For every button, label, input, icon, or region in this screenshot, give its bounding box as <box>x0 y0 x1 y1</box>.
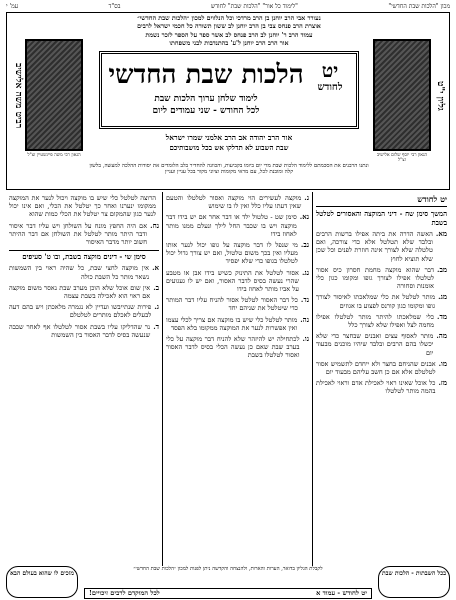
halacha-paragraph <box>166 241 309 266</box>
paragraph-text: אין שום אוכל שלא הוכן מערב שבת נאסר משום מוקצה אם ראוי הוא לאכילה בשבת עצמה <box>9 283 151 301</box>
daily-number <box>310 60 350 94</box>
halacha-paragraph <box>9 323 159 339</box>
logo-right: בכל השבתות - הלכות שבת <box>378 566 450 598</box>
publication-subtitle: לימוד שלחן ערוך הלכות שבת <box>154 94 258 104</box>
column-middle <box>162 192 312 566</box>
footer-bar <box>84 588 372 599</box>
paragraph-number: ב. <box>153 282 159 292</box>
issue-vertical-label: גליון י"ט <box>435 81 445 111</box>
halacha-paragraph <box>166 335 309 360</box>
rabbi-portrait-left <box>25 39 83 151</box>
column-left <box>6 192 162 566</box>
halacha-paragraph <box>9 222 159 247</box>
halacha-paragraph <box>166 296 309 312</box>
paragraph-number: נח. <box>150 220 159 230</box>
publication-subtitle-2: לכל החודש - שני עמודים ליום <box>152 106 260 116</box>
halacha-paragraph <box>316 313 447 329</box>
paragraph-text: מותר לאסוף עצים ואבנים שבחצר כדי שלא יכשלו בהם הרבים ובלבד שיהיו מוכנים מבעוד יום <box>316 332 434 357</box>
portrait-caption-left: הגאון רבי משה פיינשטיין זצ"ל <box>27 153 81 158</box>
column-subheading: המשך סימן שח - דיני המוקצה והאסורים לטלטל בשבת <box>316 210 447 227</box>
paragraph-text: הרוצה לטלטל כלי שיש בו מוקצה ויכול לנער את המוקצה ממקומו ינערנו ואחר כך יטלטל את הכלי, ואם אינו יכול לנער כגון שהמקום צר יטלטל את הכלי כמות שהוא <box>9 194 156 219</box>
paragraph-number: נב. <box>300 240 309 250</box>
footer-page-label: יט לחודש - עמוד א <box>316 589 367 597</box>
daily-number-value: יט <box>321 60 339 82</box>
paragraph-number: נג. <box>301 267 309 277</box>
portrait-caption-right: הגאון רבי יוסף שלום אלישיב זצ"ל <box>376 153 428 164</box>
top-band <box>6 2 450 12</box>
daily-number-label: לחודש <box>317 82 343 93</box>
text-columns <box>6 192 450 566</box>
vertical-name-label: רביט משה אלישיב <box>13 63 23 129</box>
halacha-paragraph <box>9 194 159 219</box>
masthead-note: ונתנו הרבנים את הסכמתם ללימוד הלכות שבת מדי יום ביומו בקביעות, והכוונה להחדיר בלב הלומדים את יסודות ההלכה למעשה, בלשון קלה ומובנת לכל, עם מראי מקומות וציוני מקור בכל עניין ועניין <box>89 163 369 176</box>
column-right <box>312 192 450 566</box>
paragraph-text: סימן שט - טלטול ילד או דבר אחר אם יש בידו דבר מוקצה ויש בו שכבר החל לילך ונעלם ממנו מותר לאחוז בידו <box>166 213 297 238</box>
halacha-paragraph <box>9 284 159 300</box>
paragraph-text: אין מוקצה לחצי שבת, כל שהיה ראוי בין השמשות נשאר מותר כל השבת כולה <box>9 264 150 281</box>
logo-left: מזכים לו שהוא בעולם הבא <box>6 566 78 598</box>
masthead <box>6 12 450 190</box>
paragraph-number: מג. <box>438 292 447 302</box>
title-box <box>99 51 359 129</box>
paragraph-text: נר שהדליקו עליו בשבת אסור לטלטלו אף לאחר שכבה שנעשה בסיס לדבר האסור בין השמשות <box>9 322 151 339</box>
column-heading: יט לחודש <box>316 194 447 207</box>
paragraph-text: מוקצה לעשירים הוי מוקצה ואסור לטלטלו והטעם שאין דעתו עליו כלל ואין לו בו שימוש <box>166 194 302 211</box>
dedication-line: עמוד הרב ר' יוחנן לב הרב פנחס לב אשר ספר על הספר לזכר נשמת <box>145 31 313 39</box>
halacha-paragraph <box>316 266 447 291</box>
paragraph-number: מה. <box>436 331 447 341</box>
section-title: סימן שי - דינים מוקצה בשבת, ובו ט' סעיפים <box>9 250 159 261</box>
masthead-dedication-lines <box>87 15 371 48</box>
dedication-line: נעורר אבי הרב יוחנן בן הרב מרדכי וכל הנלווים למכון ״הלכות שבת החדשי״ <box>137 15 321 22</box>
halacha-paragraph <box>9 264 159 280</box>
paragraph-number: א. <box>152 263 159 273</box>
paragraph-text: האשה הדרה את ביתה אפילו ברשות הרבים ובלבד שלא תטלטל אלא כדי צורכה, ואם טלטלה שלא לצורך אינה חוזרת לפנים וכל שכן שלא תוציא לחוץ <box>316 230 433 263</box>
paragraph-text: מותר לטלטל כלי שיש בו מוקצה אם צריך לכלי עצמו ואין אפשרות לנער את המוקצה ממקומו בלא הפסד <box>166 315 298 332</box>
paragraph-number: מז. <box>438 378 447 388</box>
rabbi-portrait-right <box>373 39 431 151</box>
paragraph-text: דבר שהוא מוקצה מחמת חסרון כיס אסור לטלטלו אפילו לצורך גופו ומקומו כגון כלי אומנות וסחורה <box>316 265 435 291</box>
dedication-line: אור הרב הרב יוחנן ל'ע' בהתנדבות לבני משפחתו <box>169 39 289 47</box>
dedication-line: אוצרת הרב פנחס צבי בן הרב יוחנן לב ששון תשורה כל חכמי ישראל לרבים <box>137 23 321 31</box>
paragraph-text: כלי שמלאכתו להיתר מותר לטלטלו אפילו מחמה לצל ואפילו שלא לצורך כלל <box>316 312 435 330</box>
halacha-paragraph <box>166 316 309 332</box>
top-band-far-left: עמ' י <box>6 3 19 10</box>
halacha-paragraph <box>166 213 309 238</box>
paragraph-number: ד. <box>153 321 159 331</box>
editor-line-2: שבת השבוע לא תדלקו אש בכל מושבותיכם <box>169 143 289 152</box>
paragraph-number: נה. <box>300 314 309 324</box>
paragraph-number: מד. <box>437 311 447 321</box>
paragraph-text: פירות שנתייבשו ועדיין לא נגמרה מלאכתן ויש בהם דעה לבעלים לאכלם מותרים לטלטלם <box>9 303 152 320</box>
paragraph-number: נו. <box>302 334 309 344</box>
footer-note: לקבלת הגליון בדואר, הערות והארות, ולהנצחה והקדשה ניתן לפנות למכון ״הלכות שבת החדשי״ <box>133 566 323 572</box>
paragraph-text: לכתחילה יש להיזהר שלא להניח דבר מוקצה על כלי בערב שבת שאם כן נעשה הכלי בסיס לדבר האסור ואסור לטלטלו בשבת <box>166 335 300 360</box>
top-band-center: "לימוד כל אור" "הלכות שבת" לחודש <box>210 3 298 10</box>
paragraph-number: ג. <box>154 302 159 312</box>
halacha-paragraph <box>316 230 447 263</box>
paragraph-text: כל דבר האסור לטלטל אסור להניח עליו דבר המותר כדי שיטלטל את שניהם יחד <box>166 296 298 313</box>
halacha-paragraph <box>316 360 447 376</box>
paragraph-number: מא. <box>435 229 447 238</box>
halacha-paragraph <box>316 332 447 357</box>
paragraph-text: אם היה החפץ מונח על השולחן ויש עליו דבר איסור ודבר היתר מותר לטלטל את השולחן אם דבר ההיתר חשוב יותר מדבר האיסור <box>9 221 148 247</box>
halacha-paragraph <box>166 269 309 294</box>
paragraph-text: אסור לטלטל את התינוק כשיש בידו אבן או מטבע שהרי נעשה בסיס לדבר האסור, ואם יש לו געגועים על אביו מותר לאחוז בידו <box>166 268 299 294</box>
paragraph-number: נ. <box>304 193 309 202</box>
paragraph-text: מי שנפל לו דבר מוקצה על גופו יכול לנער אותו מעליו ואין בכך משום טלטול, ואם יש צורך גדול יכול לטלטלו בגופו כדי שלא יפסיד <box>166 241 298 266</box>
halacha-paragraph <box>316 379 447 395</box>
paragraph-number: מו. <box>438 358 447 368</box>
paragraph-text: אבנים שהניחם בחצר ולא ייחדם לתשמיש אסור לטלטלם אלא אם כן חשב עליהם מבעוד יום <box>316 359 436 377</box>
editor-line: אור הרב יהודה אב הרב אלמני שמרו ישראל <box>165 133 293 142</box>
halacha-paragraph <box>316 293 447 309</box>
paragraph-text: מותר לטלטל את כלי שמלאכתו לאיסור לצורך גופו ומקומו כגון קורנס לפצוע בו אגוזים <box>316 293 436 310</box>
top-band-right: מכון "הלכות שבת החדשי" <box>388 3 450 10</box>
paragraph-number: מב. <box>437 264 447 274</box>
halacha-paragraph <box>9 303 159 319</box>
paragraph-text: כל אוכל שאינו ראוי לאכילת אדם וראוי לאכילת בהמה מותר לטלטלו <box>316 379 436 396</box>
top-band-left: בס"ד <box>108 3 121 10</box>
paragraph-number: נד. <box>300 295 309 305</box>
paragraph-number: נא. <box>299 212 309 222</box>
publication-title: הלכות שבת החדשי <box>108 60 304 90</box>
halacha-paragraph <box>166 194 309 210</box>
footer-slogan: לכל המוקדם לרבים זיכויים! <box>89 589 160 597</box>
